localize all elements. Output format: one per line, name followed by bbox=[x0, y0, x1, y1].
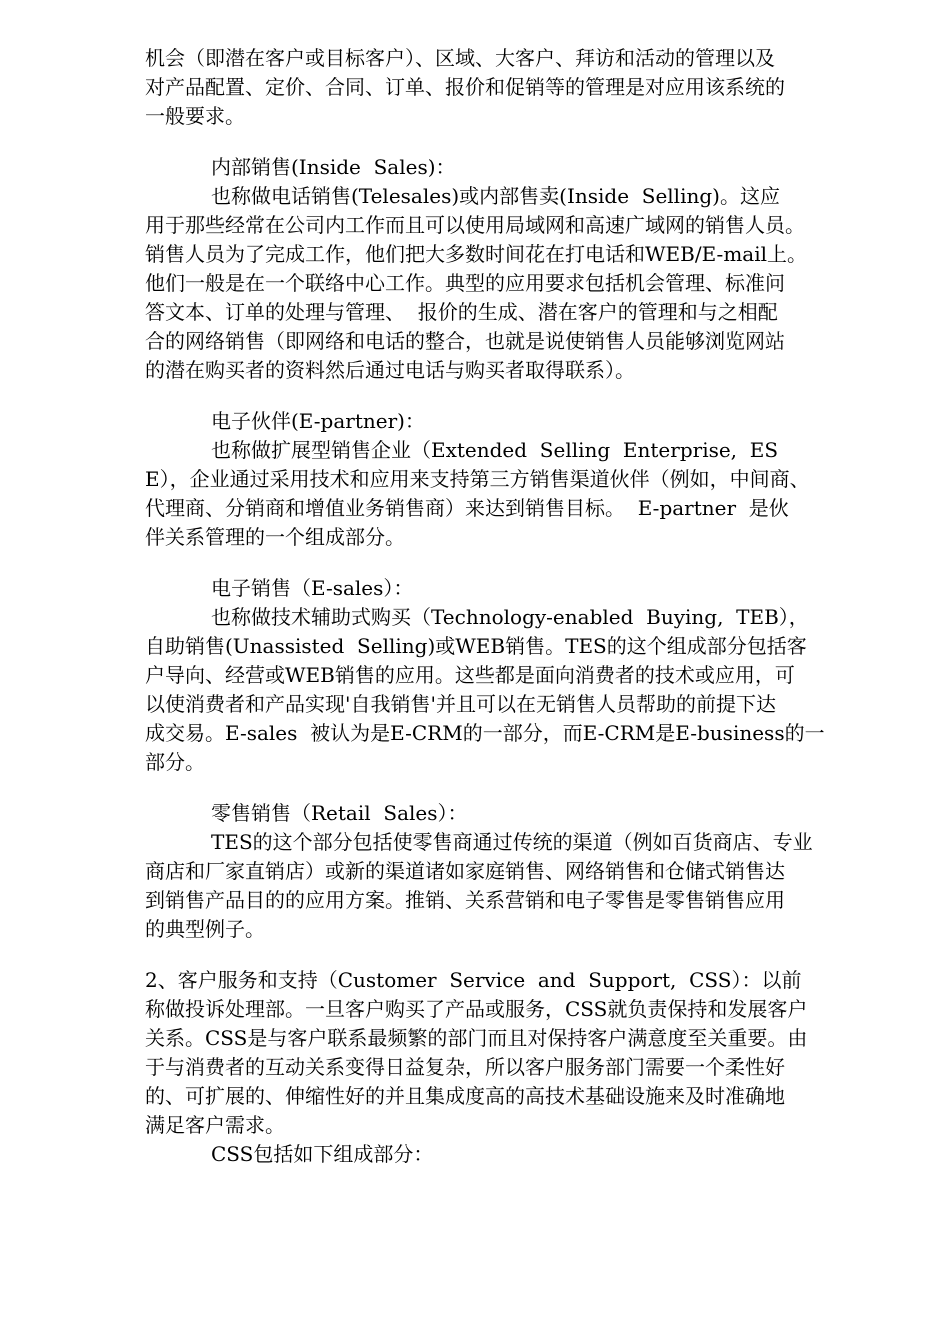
intro-paragraph bbox=[145, 44, 880, 131]
text-line: 电子销售（E-sales）： bbox=[211, 576, 414, 600]
text-line: 一般要求。 bbox=[145, 104, 245, 128]
text-line: 到销售产品目的的应用方案。推销、关系营销和电子零售是零售销售应用 bbox=[145, 888, 785, 912]
text-line: 用于那些经常在公司内工作而且可以使用局域网和高速广域网的销售人员。 bbox=[145, 213, 805, 237]
paragraph-gap bbox=[145, 385, 880, 407]
text-line: 也称做扩展型销售企业（Extended Selling Enterprise, ES bbox=[211, 438, 779, 462]
text-line: 自助销售(Unassisted Selling)或WEB销售。TES的这个组成部分包括客 bbox=[145, 634, 807, 658]
text-line: 称做投诉处理部。一旦客户购买了产品或服务，CSS就负责保持和发展客户 bbox=[145, 997, 808, 1021]
text-line: 2、客户服务和支持（Customer Service and Support, CSS）：以前 bbox=[145, 968, 802, 992]
text-line: 的、可扩展的、伸缩性好的并且集成度高的高技术基础设施来及时准确地 bbox=[145, 1084, 785, 1108]
text-line: 电子伙伴(E-partner)： bbox=[211, 409, 425, 433]
text-line: 机会（即潜在客户或目标客户）、区域、大客户、拜访和活动的管理以及 bbox=[145, 46, 775, 70]
css-section bbox=[145, 966, 880, 1169]
text-line: TES的这个部分包括使零售商通过传统的渠道（例如百货商店、专业 bbox=[211, 830, 813, 854]
text-line: 成交易。E-sales 被认为是E-CRM的一部分，而E-CRM是E-business的一 bbox=[145, 721, 825, 745]
text-line: 满足客户需求。 bbox=[145, 1113, 285, 1137]
text-line: 部分。 bbox=[145, 750, 205, 774]
text-line: 户导向、经营或WEB销售的应用。这些都是面向消费者的技术或应用，可 bbox=[145, 663, 795, 687]
text-line: 他们一般是在一个联络中心工作。典型的应用要求包括机会管理、标准问 bbox=[145, 271, 785, 295]
text-line: CSS包括如下组成部分： bbox=[211, 1142, 434, 1166]
text-line: 关系。CSS是与客户联系最频繁的部门而且对保持客户满意度至关重要。由 bbox=[145, 1026, 808, 1050]
paragraph-gap bbox=[145, 944, 880, 966]
text-line: 代理商、分销商和增值业务销售商）来达到销售目标。 E-partner 是伙 bbox=[145, 496, 789, 520]
inside-sales-section bbox=[145, 153, 880, 385]
text-line: 于与消费者的互动关系变得日益复杂，所以客户服务部门需要一个柔性好 bbox=[145, 1055, 785, 1079]
text-line: E），企业通过采用技术和应用来支持第三方销售渠道伙伴（例如，中间商、 bbox=[145, 467, 810, 491]
e-partner-section bbox=[145, 407, 880, 552]
paragraph-gap bbox=[145, 777, 880, 799]
text-line: 也称做电话销售(Telesales)或内部售卖(Inside Selling)。这应 bbox=[211, 184, 780, 208]
text-line: 对产品配置、定价、合同、订单、报价和促销等的管理是对应用该系统的 bbox=[145, 75, 785, 99]
text-line: 合的网络销售（即网络和电话的整合，也就是说使销售人员能够浏览网站 bbox=[145, 329, 785, 353]
text-line: 销售人员为了完成工作，他们把大多数时间花在打电话和WEB/E-mail上。 bbox=[145, 242, 808, 266]
text-line: 以使消费者和产品实现'自我销售'并且可以在无销售人员帮助的前提下达 bbox=[145, 692, 776, 716]
paragraph-gap bbox=[145, 131, 880, 153]
retail-sales-section bbox=[145, 799, 880, 944]
text-line: 内部销售(Inside Sales)： bbox=[211, 155, 456, 179]
text-line: 的潜在购买者的资料然后通过电话与购买者取得联系）。 bbox=[145, 358, 635, 382]
text-line: 答文本、订单的处理与管理、 报价的生成、潜在客户的管理和与之相配 bbox=[145, 300, 778, 324]
text-line: 也称做技术辅助式购买（Technology-enabled Buying, TEB）， bbox=[211, 605, 809, 629]
text-line: 的典型例子。 bbox=[145, 917, 265, 941]
text-line: 零售销售（Retail Sales）： bbox=[211, 801, 468, 825]
text-line: 伴关系管理的一个组成部分。 bbox=[145, 525, 405, 549]
text-line: 商店和厂家直销店）或新的渠道诸如家庭销售、网络销售和仓储式销售达 bbox=[145, 859, 785, 883]
e-sales-section bbox=[145, 574, 880, 777]
paragraph-gap bbox=[145, 552, 880, 574]
document-body bbox=[145, 44, 880, 1169]
